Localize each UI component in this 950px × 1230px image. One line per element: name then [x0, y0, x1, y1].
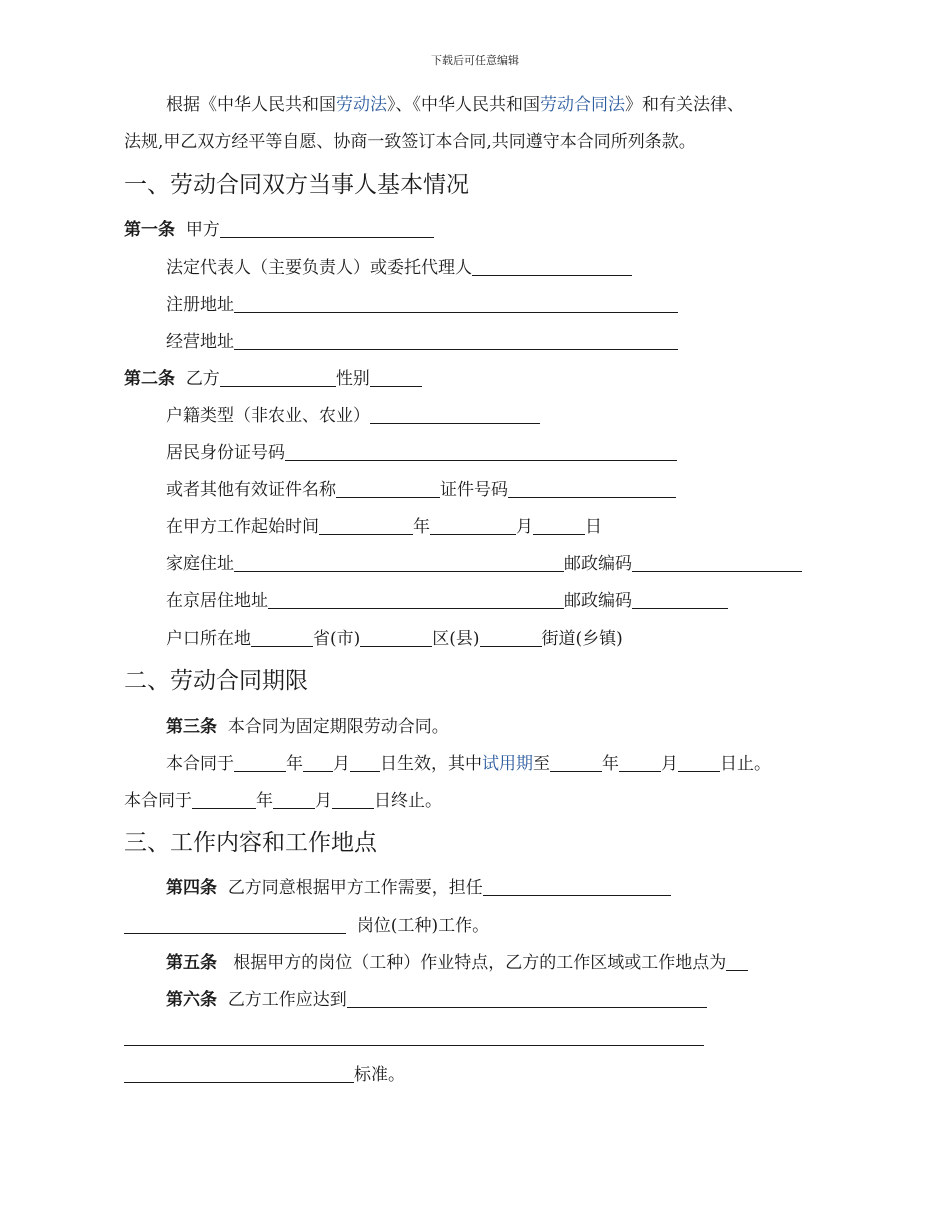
- year-label: 年: [413, 517, 430, 537]
- term-month-blank[interactable]: [273, 790, 315, 809]
- other-id-label: 或者其他有效证件名称: [166, 480, 336, 500]
- article-5-text: 根据甲方的岗位（工种）作业特点，乙方的工作区域或工作地点为: [233, 953, 727, 973]
- end-label: 日止。: [720, 754, 771, 774]
- preamble-line-1: [166, 93, 744, 117]
- party-b-label: 乙方: [185, 369, 220, 389]
- effective-prefix: 本合同于: [166, 754, 234, 774]
- article-1-line: [124, 218, 434, 242]
- standard-label: 标准。: [354, 1065, 405, 1085]
- bj-address-blank[interactable]: [268, 590, 564, 609]
- postcode-blank[interactable]: [632, 553, 802, 572]
- to-label: 至: [533, 754, 550, 774]
- eff-day-blank[interactable]: [350, 753, 380, 772]
- month-label: 月: [333, 754, 350, 774]
- termination-end: 日终止。: [374, 791, 442, 811]
- page-header-note: 下载后可任意编辑: [431, 54, 519, 67]
- legal-rep-blank[interactable]: [472, 257, 632, 276]
- hukou-type-label: 户籍类型（非农业、农业）: [166, 406, 370, 426]
- position-blank-2[interactable]: [124, 915, 346, 934]
- prob-day-blank[interactable]: [678, 753, 720, 772]
- bj-address-line: [166, 589, 728, 613]
- cert-no-blank[interactable]: [508, 479, 676, 498]
- link-labor-law[interactable]: 劳动法: [336, 95, 387, 115]
- article-6-line-3: [124, 1063, 405, 1087]
- section-heading-2: 二、劳动合同期限: [124, 668, 308, 694]
- other-id-blank[interactable]: [336, 479, 440, 498]
- link-probation[interactable]: 试用期: [482, 754, 533, 774]
- standard-blank-line[interactable]: [124, 1045, 704, 1046]
- article-label: 第二条: [124, 369, 175, 389]
- bj-address-label: 在京居住地址: [166, 591, 268, 611]
- hukou-loc-label: 户口所在地: [166, 629, 251, 649]
- legal-rep-label: 法定代表人（主要负责人）或委托代理人: [166, 258, 472, 278]
- start-time-label: 在甲方工作起始时间: [166, 517, 319, 537]
- article-4-line: [166, 876, 671, 900]
- preamble-text: 》、《中华人民共和国: [387, 95, 540, 115]
- gender-label: 性别: [335, 369, 370, 389]
- reg-address-blank[interactable]: [234, 294, 678, 313]
- home-address-label: 家庭住址: [166, 554, 234, 574]
- cert-no-label: 证件号码: [440, 480, 508, 500]
- effective-line: [166, 752, 771, 776]
- termination-line: [124, 789, 442, 813]
- section-heading-3: 三、工作内容和工作地点: [124, 830, 377, 856]
- reg-address-label: 注册地址: [166, 295, 234, 315]
- party-a-blank[interactable]: [220, 219, 434, 238]
- article-label: 第四条: [166, 878, 217, 898]
- standard-blank-3[interactable]: [124, 1064, 354, 1083]
- article-label: 第五条: [166, 953, 217, 973]
- postcode-label: 邮政编码: [564, 554, 632, 574]
- biz-address-blank[interactable]: [234, 331, 678, 350]
- hukou-type-blank[interactable]: [370, 405, 540, 424]
- article-label: 第一条: [124, 220, 175, 240]
- term-day-blank[interactable]: [332, 790, 374, 809]
- article-4-text: 乙方同意根据甲方工作需要，担任: [227, 878, 483, 898]
- prob-month-blank[interactable]: [619, 753, 661, 772]
- section-heading-1: 一、劳动合同双方当事人基本情况: [124, 172, 469, 198]
- post-label: 岗位(工种)工作。: [356, 916, 490, 936]
- term-year-blank[interactable]: [192, 790, 256, 809]
- postcode2-label: 邮政编码: [564, 591, 632, 611]
- article-label: 第六条: [166, 990, 217, 1010]
- start-day-blank[interactable]: [533, 516, 585, 535]
- gender-blank[interactable]: [370, 368, 422, 387]
- article-4-line-2: [124, 914, 489, 938]
- day-label: 日: [585, 517, 602, 537]
- month-label: 月: [315, 791, 332, 811]
- street-label: 街道(乡镇): [541, 629, 623, 649]
- party-a-label: 甲方: [185, 220, 220, 240]
- home-address-line: [166, 552, 802, 576]
- article-3-line: [166, 715, 449, 739]
- district-label: 区(县): [432, 629, 480, 649]
- article-2-line: [124, 367, 422, 391]
- article-6-line: [166, 988, 707, 1012]
- year-label: 年: [256, 791, 273, 811]
- province-blank[interactable]: [251, 628, 313, 647]
- start-year-blank[interactable]: [319, 516, 413, 535]
- link-labor-contract-law[interactable]: 劳动合同法: [540, 95, 625, 115]
- legal-rep-line: [166, 256, 632, 280]
- preamble-text: 》和有关法律、: [625, 95, 744, 115]
- termination-prefix: 本合同于: [124, 791, 192, 811]
- home-address-blank[interactable]: [234, 553, 564, 572]
- district-blank[interactable]: [360, 628, 432, 647]
- article-6-text: 乙方工作应达到: [227, 990, 347, 1010]
- other-id-line: [166, 478, 676, 502]
- month-label: 月: [516, 517, 533, 537]
- effective-mid: 日生效，其中: [380, 754, 482, 774]
- article-3-text: 本合同为固定期限劳动合同。: [227, 717, 449, 737]
- biz-address-line: [166, 330, 678, 354]
- start-time-line: [166, 515, 602, 539]
- article-label: 第三条: [166, 717, 217, 737]
- street-blank[interactable]: [480, 628, 542, 647]
- hukou-loc-line: [166, 627, 623, 651]
- hukou-type-line: [166, 404, 540, 428]
- id-number-line: [166, 441, 677, 465]
- eff-year-blank[interactable]: [234, 753, 286, 772]
- id-number-label: 居民身份证号码: [166, 443, 285, 463]
- eff-month-blank[interactable]: [303, 753, 333, 772]
- prob-year-blank[interactable]: [550, 753, 602, 772]
- month-label: 月: [661, 754, 678, 774]
- biz-address-label: 经营地址: [166, 332, 234, 352]
- postcode2-blank[interactable]: [632, 590, 728, 609]
- province-label: 省(市): [313, 629, 361, 649]
- year-label: 年: [602, 754, 619, 774]
- party-b-blank[interactable]: [220, 368, 336, 387]
- year-label: 年: [286, 754, 303, 774]
- reg-address-line: [166, 293, 678, 317]
- work-location-blank[interactable]: [726, 952, 748, 971]
- article-5-line: [166, 951, 748, 975]
- preamble-text: 根据《中华人民共和国: [166, 95, 336, 115]
- preamble-line-2: 法规,甲乙双方经平等自愿、协商一致签订本合同,共同遵守本合同所列条款。: [124, 132, 696, 152]
- start-month-blank[interactable]: [430, 516, 516, 535]
- position-blank[interactable]: [483, 877, 671, 896]
- standard-blank[interactable]: [347, 989, 707, 1008]
- id-number-blank[interactable]: [285, 442, 677, 461]
